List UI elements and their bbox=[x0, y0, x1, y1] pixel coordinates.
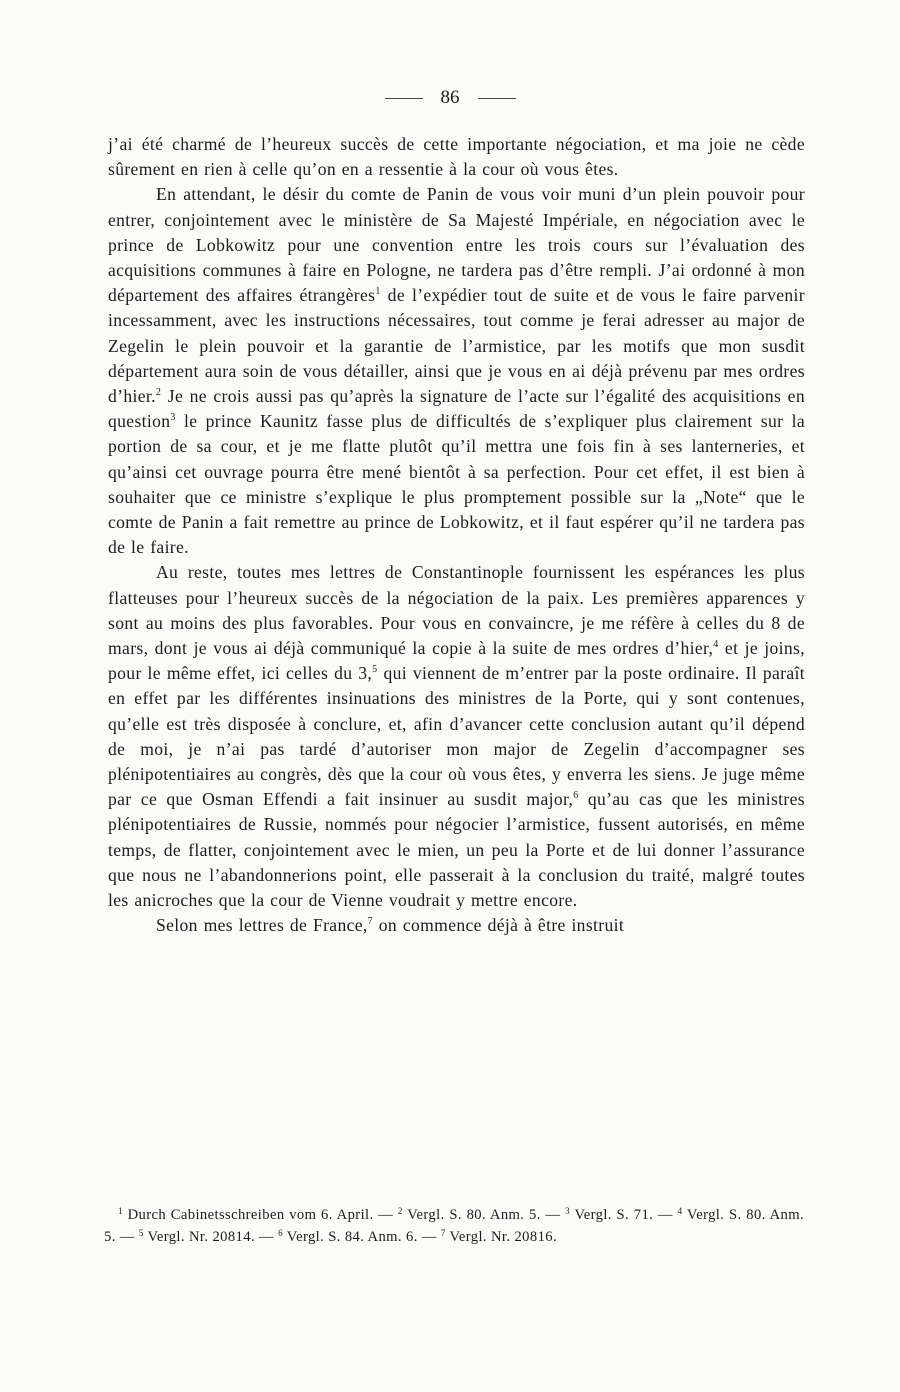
footnote-number: 4 bbox=[677, 1206, 683, 1216]
footnote-number: 5 bbox=[138, 1228, 144, 1238]
header-dash-right bbox=[478, 98, 516, 99]
footnote-text: Vergl. S. 84. Anm. 6. — bbox=[283, 1229, 441, 1245]
page-number: 86 bbox=[440, 87, 460, 108]
header-dash-left bbox=[385, 98, 423, 99]
page-header bbox=[0, 86, 900, 110]
footnote-text: Vergl. Nr. 20814. — bbox=[143, 1229, 279, 1245]
footnote-ref: 2 bbox=[155, 387, 162, 399]
footnote-ref: 5 bbox=[372, 664, 378, 676]
text-run: Je ne crois aussi pas qu’après la signature de l’acte sur l’égalité des acquisitions en question bbox=[108, 386, 805, 432]
paragraph bbox=[108, 913, 805, 938]
footnote-number: 2 bbox=[397, 1206, 403, 1216]
footnote-text: Vergl. S. 71. — bbox=[570, 1207, 678, 1223]
footnote-number: 7 bbox=[440, 1228, 446, 1238]
footnote-number: 3 bbox=[565, 1206, 571, 1216]
footnote-number: 1 bbox=[118, 1206, 123, 1216]
text-run: de l’expédier tout de suite et de vous le faire parvenir incessamment, avec les instructions nécessaires, tout comme je ferai adresser au major de Zegelin le plein pouvoir et la garantie de l’armistice, par les motifs que mon susdit département aura soin de vous détailler, ainsi que je vous en ai déjà prévenu par mes ordres d’hier. bbox=[108, 285, 806, 407]
footnote-text: Vergl. S. 80. Anm. 5. — bbox=[104, 1207, 805, 1245]
footnote-ref: 6 bbox=[573, 790, 579, 802]
paragraph bbox=[108, 132, 805, 182]
footnote-ref: 7 bbox=[367, 916, 374, 928]
text-run: qui viennent de m’entrer par la poste ordinaire. Il paraît en effet par les différentes insinuations des ministres de la Porte, qui y sont contenues, qu’elle est très disposée à conclure, et, afin d’avancer cette conclusion autant qu’il dépend de moi, je n’ai pas tardé d’autoriser mon major de Zegelin d’accompagner ses plénipotentiaires au congrès, dès que la cour où vous êtes, y enverra les siens. Je juge même par ce que Osman Effendi a fait insinuer au susdit major, bbox=[108, 663, 805, 810]
body-text bbox=[108, 132, 805, 939]
footnote-ref: 4 bbox=[713, 639, 719, 651]
text-run: En attendant, le désir du comte de Panin de vous voir muni d’un plein pouvoir pour entrer, conjointement avec le ministère de Sa Majesté Impériale, en négociation avec le prince de Lobkowitz pour une convention entre les trois cours sur l’évaluation des acquisitions communes à faire en Pologne, ne tardera pas d’être rempli. J’ai ordonné à mon département des affaires étrangères bbox=[108, 184, 805, 306]
text-run: et je joins, pour le même effet, ici celles du 3, bbox=[108, 638, 805, 684]
text-run: Selon mes lettres de France, bbox=[156, 915, 368, 936]
footnote-number: 6 bbox=[278, 1228, 283, 1238]
footnotes bbox=[104, 1204, 804, 1248]
text-run: j’ai été charmé de l’heureux succès de cette importante négociation, et ma joie ne cède sûrement en rien à celle qu’on en a ressentie à la cour où vous êtes. bbox=[108, 134, 805, 180]
paragraph bbox=[108, 182, 805, 560]
paragraph bbox=[108, 560, 805, 913]
footnote-text: Vergl. Nr. 20816. bbox=[445, 1229, 558, 1245]
footnote-ref: 3 bbox=[170, 412, 176, 424]
footnote-ref: 1 bbox=[375, 286, 381, 298]
text-run: on commence déjà à être instruit bbox=[373, 915, 625, 936]
footnote-text: Durch Cabinetsschreiben vom 6. April. — bbox=[122, 1207, 398, 1223]
footnote-text: Vergl. S. 80. Anm. 5. — bbox=[402, 1207, 566, 1223]
text-run: le prince Kaunitz fasse plus de difficultés de s’expliquer plus clairement sur la portion de sa cour, et je me flatte plutôt qu’il mettra une fois fin à ses lanterneries, et qu’ainsi cet ouvrage pourra être mené bientôt à sa perfection. Pour cet effet, il est bien à souhaiter que ce ministre s’explique le plus promptement possible sur la „Note“ que le comte de Panin a fait remettre au prince de Lobkowitz, et il faut espérer qu’il ne tardera pas de le faire. bbox=[108, 411, 805, 558]
footnote-block bbox=[104, 1204, 804, 1248]
text-run: Au reste, toutes mes lettres de Constantinople fournissent les espérances les plus flatteuses pour l’heureux succès de la négociation de la paix. Les premières apparences y sont au moins des plus favorables. Pour vous en convaincre, je me réfère à celles du 8 de mars, dont je vous ai déjà communiqué la copie à la suite de mes ordres d’hier, bbox=[108, 562, 805, 659]
text-run: qu’au cas que les ministres plénipotentiaires de Russie, nommés pour négocier l’armistice, fussent autorisés, en même temps, de flatter, conjointement avec le mien, un peu la Porte et de lui donner l’assurance que nous ne l’abandonnerions point, elle passerait à la conclusion du traité, malgré toutes les anicroches que la cour de Vienne voudrait y mettre encore. bbox=[108, 789, 805, 911]
